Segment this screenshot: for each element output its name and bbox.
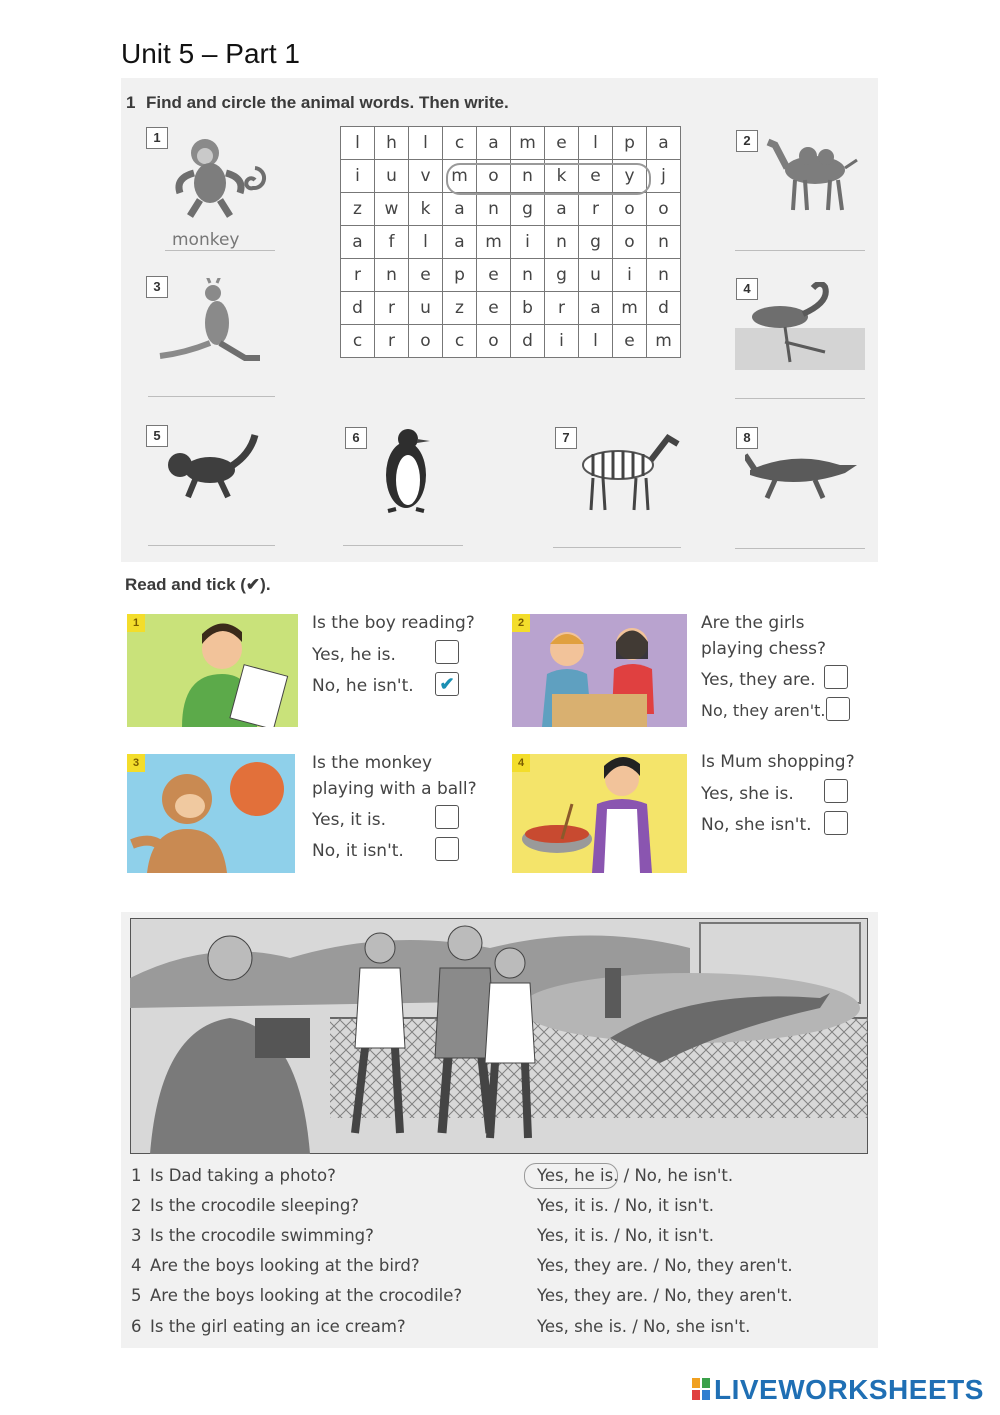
grid-letter[interactable]: w: [375, 193, 409, 226]
grid-letter[interactable]: n: [545, 226, 579, 259]
grid-letter[interactable]: m: [443, 160, 477, 193]
grid-letter[interactable]: n: [511, 259, 545, 292]
circled-word-monkey: [446, 163, 651, 195]
girls-playing-chess-picture: [512, 614, 687, 727]
animal-number-6: 6: [345, 427, 367, 449]
grid-row: [341, 193, 681, 226]
grid-letter[interactable]: n: [647, 226, 681, 259]
question-text: Are the boys looking at the crocodile?: [150, 1286, 463, 1305]
answer-line-7: [553, 547, 681, 548]
grid-letter[interactable]: a: [477, 127, 511, 160]
grid-letter[interactable]: r: [545, 292, 579, 325]
grid-letter[interactable]: c: [443, 325, 477, 358]
grid-letter[interactable]: l: [341, 127, 375, 160]
grid-letter[interactable]: v: [409, 160, 443, 193]
grid-letter[interactable]: e: [613, 325, 647, 358]
answer-options[interactable]: Yes, they are. / No, they aren't.: [537, 1286, 793, 1305]
question-text: Is the girl eating an ice cream?: [150, 1317, 406, 1336]
no-label-1: No, he isn't.: [312, 676, 414, 696]
grid-letter[interactable]: a: [443, 193, 477, 226]
answer-1[interactable]: monkey: [172, 230, 240, 250]
answer-options[interactable]: Yes, it is. / No, it isn't.: [537, 1226, 715, 1245]
answer-line-2: [735, 250, 865, 251]
grid-row: [341, 292, 681, 325]
item-badge-4: 4: [512, 754, 530, 772]
grid-letter[interactable]: c: [443, 127, 477, 160]
monkey-with-ball-picture: [127, 754, 295, 873]
grid-letter[interactable]: z: [341, 193, 375, 226]
grid-letter[interactable]: u: [409, 292, 443, 325]
exercise2-instruction: Read and tick (✔).: [125, 575, 271, 594]
grid-letter[interactable]: k: [409, 193, 443, 226]
question-2-line1: Are the girls: [701, 613, 805, 633]
zebra-picture: [568, 430, 683, 515]
question-2-line2: playing chess?: [701, 639, 827, 659]
grid-letter[interactable]: g: [511, 193, 545, 226]
grid-letter[interactable]: h: [375, 127, 409, 160]
grid-row: [341, 325, 681, 358]
grid-letter[interactable]: k: [545, 160, 579, 193]
grid-letter[interactable]: a: [647, 127, 681, 160]
animal-number-8: 8: [736, 427, 758, 449]
mum-cooking-picture: [512, 754, 687, 873]
grid-letter[interactable]: r: [341, 259, 375, 292]
grid-letter[interactable]: p: [613, 127, 647, 160]
question-text: Are the boys looking at the bird?: [150, 1256, 420, 1275]
answer-line-5: [148, 545, 275, 546]
grid-letter[interactable]: a: [341, 226, 375, 259]
animal-number-5: 5: [146, 425, 168, 447]
grid-letter[interactable]: r: [579, 193, 613, 226]
answer-options[interactable]: Yes, he is. / No, he isn't.: [537, 1166, 734, 1185]
grid-letter[interactable]: l: [409, 226, 443, 259]
answer-line-3: [148, 396, 275, 397]
question-number: 5: [131, 1286, 142, 1305]
grid-letter[interactable]: u: [579, 259, 613, 292]
no-label-3: No, it isn't.: [312, 841, 404, 861]
answer-options[interactable]: Yes, she is. / No, she isn't.: [537, 1317, 751, 1336]
grid-letter[interactable]: p: [443, 259, 477, 292]
grid-letter[interactable]: o: [409, 325, 443, 358]
question-4: Is Mum shopping?: [701, 752, 855, 772]
answer-line-4: [735, 398, 865, 399]
tick-box-1-yes[interactable]: [435, 640, 459, 664]
grid-letter[interactable]: b: [511, 292, 545, 325]
monkey-picture: [160, 128, 280, 220]
flamingo-picture: [735, 282, 865, 370]
grid-letter[interactable]: i: [613, 259, 647, 292]
liveworksheets-logo[interactable]: LIVEWORKSHEETS: [714, 1374, 984, 1405]
grid-letter[interactable]: m: [613, 292, 647, 325]
tick-box-3-yes[interactable]: [435, 805, 459, 829]
question-text: Is Dad taking a photo?: [150, 1166, 336, 1185]
tick-box-3-no[interactable]: [435, 837, 459, 861]
grid-letter[interactable]: l: [579, 325, 613, 358]
question-3-line1: Is the monkey: [312, 753, 433, 773]
grid-row: [341, 259, 681, 292]
penguin-picture: [368, 425, 443, 515]
grid-letter[interactable]: a: [579, 292, 613, 325]
lizard-picture: [160, 425, 270, 513]
question-number: 6: [131, 1317, 142, 1336]
tick-box-4-no[interactable]: [824, 811, 848, 835]
grid-letter[interactable]: i: [341, 160, 375, 193]
grid-letter[interactable]: g: [579, 226, 613, 259]
word-search-grid[interactable]: [340, 126, 681, 358]
tick-box-4-yes[interactable]: [824, 779, 848, 803]
yes-label-1: Yes, he is.: [312, 645, 396, 665]
grid-letter[interactable]: e: [545, 127, 579, 160]
yes-label-4: Yes, she is.: [701, 784, 794, 804]
tick-box-1-no[interactable]: ✔: [435, 672, 459, 696]
animal-number-2: 2: [736, 130, 758, 152]
item-badge-2: 2: [512, 614, 530, 632]
boy-reading-picture: [127, 614, 298, 727]
answer-options[interactable]: Yes, it is. / No, it isn't.: [537, 1196, 715, 1215]
exercise1-number: 1: [126, 93, 136, 112]
exercise1-instruction: Find and circle the animal words. Then write.: [146, 93, 509, 112]
zoo-scene-picture: [130, 918, 868, 1154]
grid-letter[interactable]: c: [341, 325, 375, 358]
grid-row: [341, 127, 681, 160]
grid-letter[interactable]: g: [545, 259, 579, 292]
grid-letter[interactable]: i: [511, 226, 545, 259]
animal-number-3: 3: [146, 276, 168, 298]
grid-letter[interactable]: r: [375, 292, 409, 325]
answer-line-6: [343, 545, 463, 546]
grid-letter[interactable]: f: [375, 226, 409, 259]
yes-label-3: Yes, it is.: [312, 810, 387, 830]
question-number: 4: [131, 1256, 142, 1275]
grid-letter[interactable]: a: [545, 193, 579, 226]
grid-letter[interactable]: e: [477, 259, 511, 292]
grid-letter[interactable]: n: [647, 259, 681, 292]
grid-letter[interactable]: d: [341, 292, 375, 325]
grid-letter[interactable]: l: [409, 127, 443, 160]
question-number: 2: [131, 1196, 142, 1215]
grid-letter[interactable]: o: [477, 325, 511, 358]
liveworksheets-logo-icon: [692, 1378, 710, 1402]
animal-number-7: 7: [555, 427, 577, 449]
tick-box-2-no[interactable]: [826, 697, 850, 721]
grid-letter[interactable]: r: [375, 325, 409, 358]
grid-letter[interactable]: n: [477, 193, 511, 226]
grid-letter[interactable]: y: [613, 160, 647, 193]
answer-line-8: [735, 548, 865, 549]
question-3-line2: playing with a ball?: [312, 779, 477, 799]
animal-number-1: 1: [146, 127, 168, 149]
grid-letter[interactable]: z: [443, 292, 477, 325]
grid-letter[interactable]: n: [375, 259, 409, 292]
question-1: Is the boy reading?: [312, 613, 475, 633]
grid-letter[interactable]: i: [545, 325, 579, 358]
grid-letter[interactable]: l: [579, 127, 613, 160]
grid-letter[interactable]: u: [375, 160, 409, 193]
grid-letter[interactable]: o: [613, 226, 647, 259]
grid-letter[interactable]: j: [647, 160, 681, 193]
grid-letter[interactable]: o: [613, 193, 647, 226]
camel-picture: [760, 130, 865, 215]
no-label-2: No, they aren't.: [701, 701, 826, 720]
yes-label-2: Yes, they are.: [701, 670, 816, 690]
item-badge-1: 1: [127, 614, 145, 632]
grid-letter[interactable]: d: [511, 325, 545, 358]
no-label-4: No, she isn't.: [701, 815, 812, 835]
answer-options[interactable]: Yes, they are. / No, they aren't.: [537, 1256, 793, 1275]
grid-letter[interactable]: e: [477, 292, 511, 325]
grid-letter[interactable]: o: [477, 160, 511, 193]
grid-letter[interactable]: m: [511, 127, 545, 160]
question-text: Is the crocodile swimming?: [150, 1226, 374, 1245]
grid-row: [341, 226, 681, 259]
grid-letter[interactable]: n: [511, 160, 545, 193]
answer-line-1: [165, 250, 275, 251]
grid-letter[interactable]: m: [477, 226, 511, 259]
grid-letter[interactable]: m: [647, 325, 681, 358]
kangaroo-picture: [155, 278, 270, 363]
tick-box-2-yes[interactable]: [824, 665, 848, 689]
crocodile-picture: [745, 440, 860, 510]
grid-letter[interactable]: e: [409, 259, 443, 292]
question-number: 3: [131, 1226, 142, 1245]
item-badge-3: 3: [127, 754, 145, 772]
grid-letter[interactable]: e: [579, 160, 613, 193]
grid-letter[interactable]: a: [443, 226, 477, 259]
question-number: 1: [131, 1166, 142, 1185]
question-text: Is the crocodile sleeping?: [150, 1196, 360, 1215]
animal-number-4: 4: [736, 278, 758, 300]
grid-letter[interactable]: o: [647, 193, 681, 226]
page-title: Unit 5 – Part 1: [121, 38, 300, 69]
grid-letter[interactable]: d: [647, 292, 681, 325]
